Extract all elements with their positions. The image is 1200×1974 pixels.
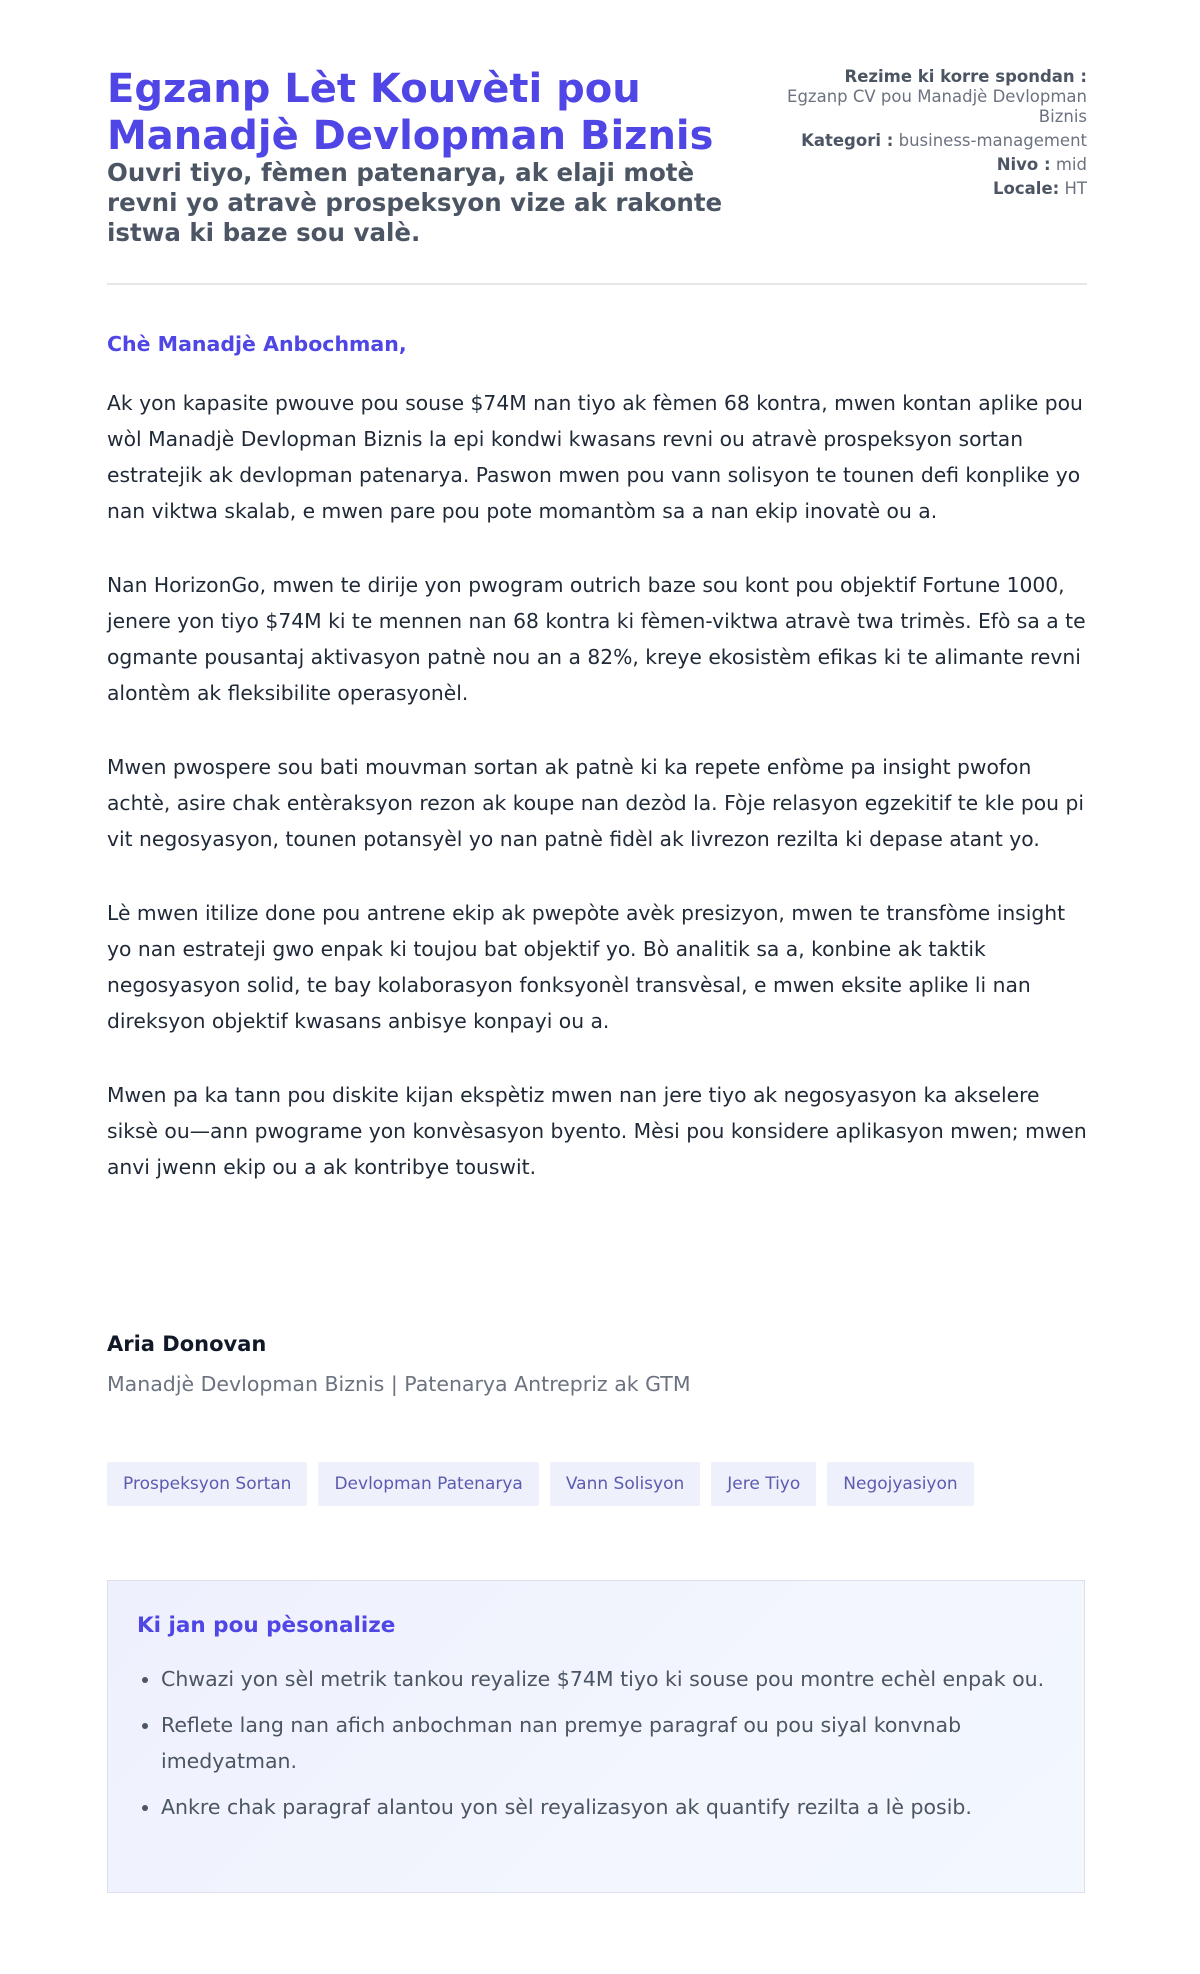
meta-resume-value: Egzanp CV pou Manadjè Devlopman Biznis <box>787 87 1087 126</box>
meta-level-label: Nivo : <box>996 155 1051 174</box>
tips-title: Ki jan pou pèsonalize <box>137 1613 396 1638</box>
meta-panel <box>787 67 1087 203</box>
letter-paragraph: Mwen pa ka tann pou diskite kijan ekspètiz mwen nan jere tiyo ak negosyasyon ka akselere siksè ou—ann pwograme yon konvèsasyon byento. Mèsi pou konsidere aplikasyon mwen; mwen anvi jwenn ekip ou a ak kontribye touswit. <box>107 1083 1087 1179</box>
tips-list-item: • Reflete lang nan afich anbochman nan premye paragraf ou pou siyal konvnab imedyatman. <box>161 1707 1066 1779</box>
page-subtitle: Ouvri tiyo, fèmen patenarya, ak elaji motè revni yo atravè prospeksyon vize ak rakonte istwa ki baze sou valè. <box>107 158 723 247</box>
skill-tag: Negojyasiyon <box>827 1462 973 1506</box>
meta-category <box>787 131 1087 151</box>
tips-list <box>133 1661 1066 1835</box>
meta-level <box>787 155 1087 175</box>
meta-level-value: mid <box>1055 155 1087 174</box>
meta-locale-value: HT <box>1064 179 1087 198</box>
meta-resume <box>787 67 1087 127</box>
skill-tag: Prospeksyon Sortan <box>107 1462 307 1506</box>
header-divider <box>107 283 1087 285</box>
page-title: Egzanp Lèt Kouvèti pou Manadjè Devlopman Biznis <box>107 66 714 159</box>
tips-list-item: • Ankre chak paragraf alantou yon sèl reyalizasyon ak quantify rezilta a lè posib. <box>161 1789 1066 1825</box>
skill-tag: Vann Solisyon <box>550 1462 700 1506</box>
salutation: Chè Manadjè Anbochman, <box>107 332 407 356</box>
meta-locale-label: Locale: <box>993 179 1060 198</box>
meta-locale <box>787 179 1087 199</box>
skill-tag: Jere Tiyo <box>711 1462 816 1506</box>
signature-title: Manadjè Devlopman Biznis | Patenarya Antrepriz ak GTM <box>107 1372 691 1396</box>
meta-category-value: business-management <box>898 131 1087 150</box>
letter-paragraph: Ak yon kapasite pwouve pou souse $74M nan tiyo ak fèmen 68 kontra, mwen kontan aplike pou wòl Manadjè Devlopman Biznis la epi kondwi kwasans revni ou atravè prospeksyon sortan estratejik ak devlopman patenarya. Paswon mwen pou vann solisyon te tounen defi konplike yo nan viktwa skalab, e mwen pare pou pote momantòm sa a nan ekip inovatè ou a. <box>107 391 1083 523</box>
letter-paragraph: Lè mwen itilize done pou antrene ekip ak pwepòte avèk presizyon, mwen te transfòme insight yo nan estrateji gwo enpak ki toujou bat objektif yo. Bò analitik sa a, konbine ak taktik negosyasyon solid, te bay kolaborasyon fonksyonèl transvèsal, e mwen eksite aplike li nan direksyon objektif kwasans anbisye konpayi ou a. <box>107 901 1066 1033</box>
meta-resume-label: Rezime ki korre spondan : <box>844 67 1087 86</box>
skill-tag: Devlopman Patenarya <box>318 1462 538 1506</box>
customization-tips-box <box>107 1580 1085 1893</box>
skill-tags <box>107 1462 974 1506</box>
signature-name: Aria Donovan <box>107 1332 267 1356</box>
letter-paragraph: Nan HorizonGo, mwen te dirije yon pwogram outrich baze sou kont pou objektif Fortune 1000, jenere yon tiyo $74M ki te mennen nan 68 kontra ki fèmen-viktwa atravè twa trimès. Efò sa a te ogmante pousantaj aktivasyon patnè nou an a 82%, kreye ekosistèm efikas ki te alimante revni alontèm ak fleksibilite operasyonèl. <box>107 573 1086 705</box>
letter-paragraph: Mwen pwospere sou bati mouvman sortan ak patnè ki ka repete enfòme pa insight pwofon achtè, asire chak entèraksyon rezon ak koupe nan dezòd la. Fòje relasyon egzekitif te kle pou pi vit negosyasyon, tounen potansyèl yo nan patnè fidèl ak livrezon rezilta ki depase atant yo. <box>107 755 1084 851</box>
tips-list-item: • Chwazi yon sèl metrik tankou reyalize $74M tiyo ki souse pou montre echèl enpak ou. <box>161 1661 1066 1697</box>
letter-body <box>107 385 1092 1223</box>
meta-category-label: Kategori : <box>801 131 894 150</box>
header <box>107 66 1087 266</box>
